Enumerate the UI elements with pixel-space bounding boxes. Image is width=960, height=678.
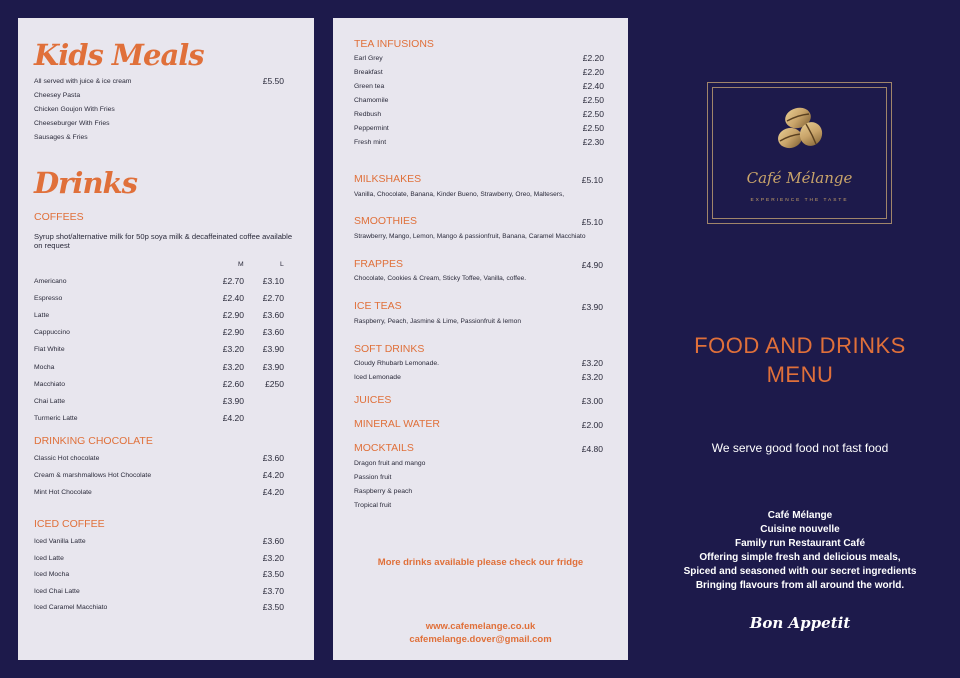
soft-price: £3.20	[581, 372, 603, 382]
soft-drinks-heading: SOFT DRINKS	[354, 343, 425, 355]
coffee-item-name: Espresso	[34, 295, 63, 303]
smoothies-price: £5.10	[581, 217, 603, 227]
iced-coffee-item-price: £3.70	[262, 585, 284, 596]
mineral-water-price: £2.00	[581, 420, 603, 430]
coffee-item-name: Americano	[34, 278, 67, 285]
iceteas-desc: Raspberry, Peach, Jasmine & Lime, Passionfruit & lemon	[354, 318, 521, 325]
chocolate-item-price: £3.60	[262, 453, 284, 463]
tea-item-name: Chamomile	[354, 97, 389, 104]
about-line: Café Mélange	[767, 510, 833, 521]
soft-price: £3.20	[581, 358, 603, 368]
soft-item: Cloudy Rhubarb Lemonade.	[354, 360, 440, 367]
coffee-item-name: Latte	[34, 312, 50, 320]
tea-item-price: £2.20	[582, 67, 604, 77]
milkshakes-desc: Vanilla, Chocolate, Banana, Kinder Bueno, Strawberry, Oreo, Maltesers,	[354, 191, 565, 198]
iced-coffee-item-price: £3.60	[262, 536, 284, 546]
tea-item-name: Green tea	[354, 83, 385, 90]
tea-item-name: Breakfast	[354, 69, 383, 76]
tea-item-name: Fresh mint	[354, 139, 387, 146]
iced-coffee-item-price: £3.20	[262, 552, 284, 563]
coffee-col-m: M	[238, 261, 244, 268]
fridge-note: More drinks available please check our fridge	[377, 557, 584, 568]
coffee-item-name: Cappuccino	[34, 329, 70, 337]
tea-item-name: Peppermint	[354, 125, 389, 132]
iceteas-price: £3.90	[581, 302, 603, 312]
coffee-col-l: L	[280, 261, 284, 268]
iced-coffee-item-price: £3.50	[262, 569, 284, 579]
coffee-item-name: Flat White	[34, 346, 65, 354]
iced-coffee-item-name: Iced Mocha	[34, 571, 70, 578]
about-line: Spiced and seasoned with our secret ingredients	[683, 566, 917, 577]
kids-intro: All served with juice & ice cream	[34, 78, 132, 85]
coffee-price-l: £3.10	[262, 276, 284, 286]
frappes-price: £4.90	[581, 260, 603, 270]
iced-coffee-item-name: Iced Caramel Macchiato	[34, 604, 108, 611]
iced-coffee-item-name: Iced Vanilla Latte	[34, 538, 86, 545]
coffee-price-m: £2.70	[222, 276, 244, 286]
coffee-price-l: £3.60	[262, 310, 284, 321]
coffees-note: Syrup shot/alternative milk for 50p soya milk & decaffeinated coffee available on request	[34, 232, 293, 250]
kids-item: Cheeseburger With Fries	[34, 120, 110, 127]
coffee-price-l: £250	[265, 378, 284, 389]
kids-item: Sausages & Fries	[34, 134, 88, 141]
coffee-item-name: Mocha	[34, 363, 55, 371]
iceteas-heading: ICE TEAS	[354, 300, 402, 312]
slogan: We serve good food not fast food	[711, 441, 889, 455]
smoothies-heading: SMOOTHIES	[354, 215, 418, 227]
juices-heading: JUICES	[354, 394, 392, 406]
tea-item-price: £2.50	[582, 123, 604, 133]
menu-title-line-2: MENU	[766, 362, 834, 387]
coffee-price-l: £3.90	[262, 344, 284, 355]
tea-item-price: £2.50	[582, 109, 604, 119]
kids-item: Chicken Goujon With Fries	[34, 106, 115, 113]
kids-meals-title: Kids Meals	[34, 38, 204, 72]
about-line: Bringing flavours from all around the world.	[695, 580, 905, 591]
coffee-item-name: Turmeric Latte	[34, 414, 78, 422]
coffee-beans-icon	[772, 105, 828, 161]
tea-item-price: £2.30	[582, 137, 604, 147]
menu-title-line-1: FOOD AND DRINKS	[694, 333, 906, 358]
chocolate-item-name: Cream & marshmallows Hot Chocolate	[34, 472, 152, 479]
tea-item-name: Earl Grey	[354, 55, 383, 62]
mocktail-item: Dragon fruit and mango	[354, 460, 426, 467]
milkshakes-price: £5.10	[581, 175, 603, 185]
coffee-price-m: £2.60	[222, 378, 244, 389]
mineral-water-heading: MINERAL WATER	[354, 418, 440, 430]
kids-item: Cheesey Pasta	[34, 92, 81, 99]
mocktail-item: Raspberry & peach	[354, 488, 413, 495]
chocolate-item-name: Classic Hot chocolate	[34, 455, 100, 462]
iced-coffee-item-name: Iced Latte	[34, 554, 64, 562]
juices-price: £3.00	[581, 396, 603, 406]
drinks-title: Drinks	[34, 166, 137, 200]
coffee-price-l: £2.70	[262, 293, 284, 304]
coffee-price-m: £3.20	[222, 361, 244, 372]
mocktail-item: Passion fruit	[354, 474, 392, 481]
milkshakes-heading: MILKSHAKES	[354, 173, 422, 185]
about-line: Family run Restaurant Café	[734, 538, 866, 549]
menu-panel-drinks	[333, 18, 628, 660]
coffee-price-m: £2.90	[222, 310, 244, 321]
mocktails-price: £4.80	[581, 444, 603, 454]
chocolate-item-price: £4.20	[262, 487, 284, 497]
coffee-item-name: Chai Latte	[34, 397, 65, 405]
tea-item-price: £2.20	[582, 53, 604, 63]
kids-price: £5.50	[262, 76, 284, 86]
iced-coffee-item-name: Iced Chai Latte	[34, 587, 80, 595]
coffee-price-l: £3.90	[262, 361, 284, 372]
frappes-heading: FRAPPES	[354, 258, 404, 270]
logo-tagline: EXPERIENCE THE TASTE	[750, 198, 849, 203]
about-text	[672, 509, 928, 593]
mocktails-heading: MOCKTAILS	[354, 442, 414, 454]
coffee-price-m: £3.90	[222, 395, 244, 406]
coffee-price-l: £3.60	[262, 327, 284, 338]
chocolate-heading: DRINKING CHOCOLATE	[34, 435, 153, 447]
mocktail-item: Tropical fruit	[354, 502, 392, 509]
coffees-heading: COFFEES	[34, 211, 84, 223]
coffee-price-m: £2.40	[222, 293, 244, 304]
coffee-item-name: Macchiato	[34, 380, 65, 388]
soft-item: Iced Lemonade	[354, 374, 401, 381]
coffee-price-m: £2.90	[222, 327, 244, 338]
tea-item-price: £2.50	[582, 95, 604, 105]
coffee-price-m: £3.20	[222, 344, 244, 355]
logo-frame	[707, 82, 892, 224]
about-line: Cuisine nouvelle	[760, 524, 840, 535]
coffee-price-m: £4.20	[222, 412, 244, 423]
chocolate-item-price: £4.20	[262, 470, 284, 480]
chocolate-item-name: Mint Hot Chocolate	[34, 489, 92, 496]
signoff: Bon Appetit	[749, 614, 851, 632]
logo-name: Café Mélange	[746, 169, 853, 187]
tea-item-name: Redbush	[354, 111, 382, 118]
email-link[interactable]: cafemelange.dover@gmail.com	[409, 634, 552, 645]
tea-item-price: £2.40	[582, 81, 604, 91]
about-line: Offering simple fresh and delicious meals,	[699, 552, 901, 563]
website-link[interactable]: www.cafemelange.co.uk	[425, 621, 536, 632]
frappes-desc: Chocolate, Cookies & Cream, Sticky Toffee, Vanilla, coffee.	[354, 275, 527, 282]
tea-heading: TEA INFUSIONS	[354, 38, 434, 50]
menu-panel-food	[18, 18, 314, 660]
iced-coffee-item-price: £3.50	[262, 602, 284, 612]
smoothies-desc: Strawberry, Mango, Lemon, Mango & passionfruit, Banana, Caramel Macchiato	[354, 233, 586, 240]
iced-coffee-heading: ICED COFFEE	[34, 518, 105, 530]
